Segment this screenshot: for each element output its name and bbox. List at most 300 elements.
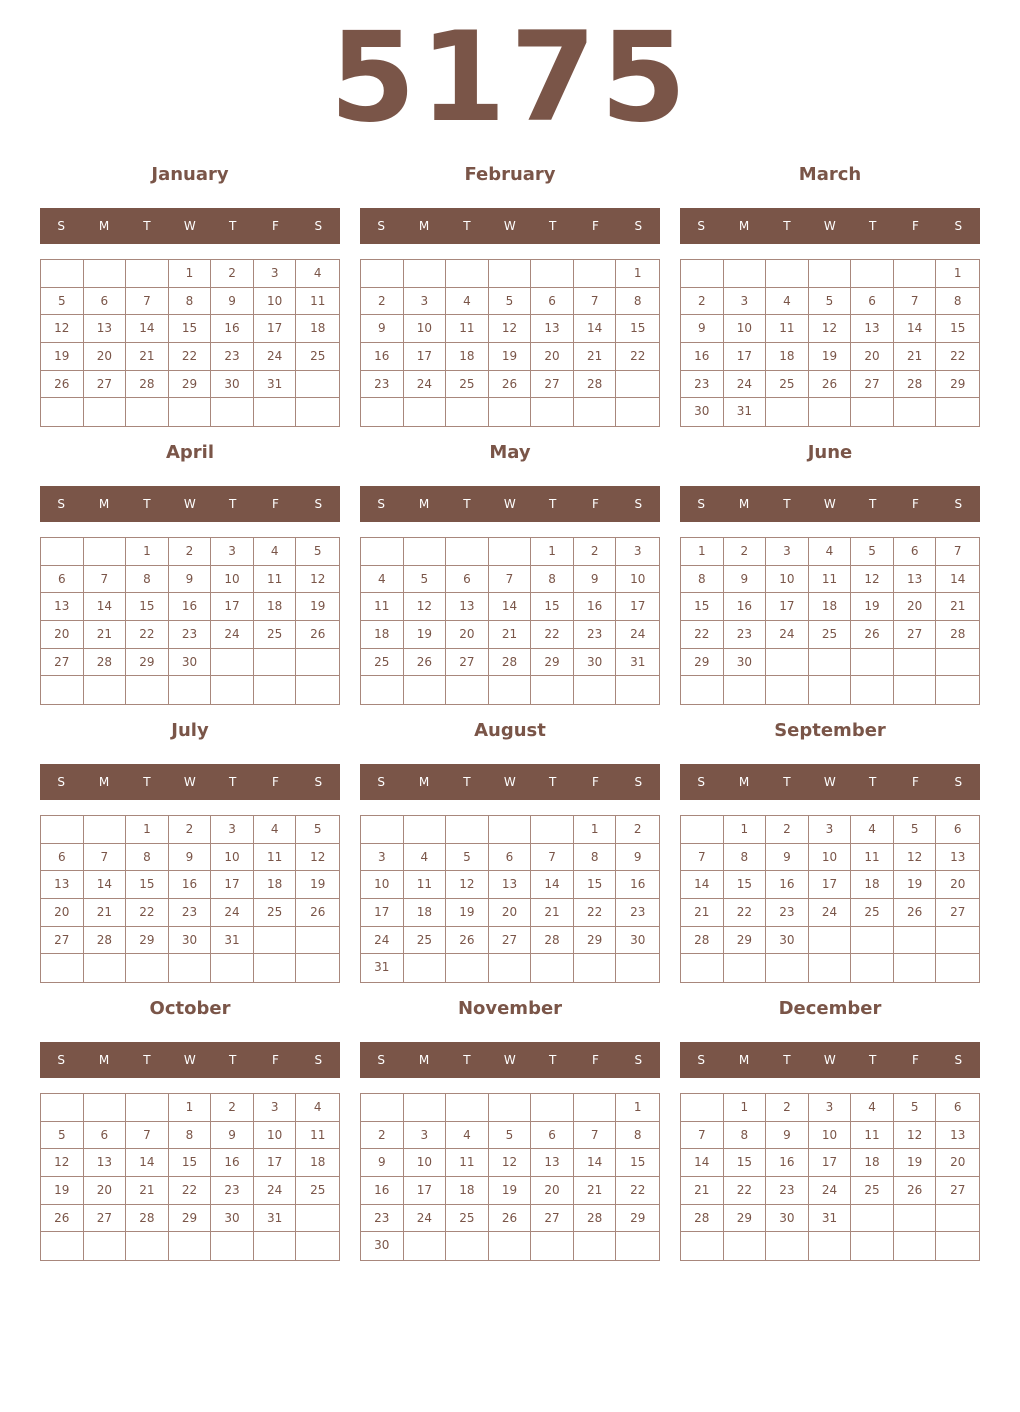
weekday-header	[40, 764, 340, 800]
day-cell: 2	[361, 288, 404, 316]
day-cell: 28	[126, 371, 169, 399]
weekday-header	[40, 1042, 340, 1078]
weekday-header	[360, 208, 660, 244]
day-cell: 21	[489, 621, 532, 649]
day-cell: 29	[574, 927, 617, 955]
day-cell: 31	[254, 371, 297, 399]
day-cell	[531, 1094, 574, 1122]
weekday-label: T	[143, 775, 152, 789]
day-cell	[766, 954, 809, 982]
day-cell	[254, 1232, 297, 1260]
weekday-label: W	[503, 1053, 517, 1067]
day-cell: 16	[616, 871, 659, 899]
day-cell: 14	[936, 566, 979, 594]
day-cell	[84, 398, 127, 426]
weekday-label: T	[868, 1053, 877, 1067]
weekday-header	[680, 1042, 980, 1078]
day-cell: 19	[851, 593, 894, 621]
month-name: June	[807, 442, 853, 463]
month-name: July	[171, 720, 209, 741]
day-cell: 11	[809, 566, 852, 594]
day-cell: 14	[531, 871, 574, 899]
day-cell: 14	[574, 315, 617, 343]
day-cell: 31	[211, 927, 254, 955]
day-cell: 17	[809, 1149, 852, 1177]
day-cell: 8	[126, 566, 169, 594]
day-cell: 12	[404, 593, 447, 621]
month-november	[360, 994, 660, 1262]
weekday-label: M	[418, 1053, 430, 1067]
day-cell	[489, 398, 532, 426]
day-cell: 13	[531, 1149, 574, 1177]
day-cell: 4	[809, 538, 852, 566]
day-cell: 24	[254, 343, 297, 371]
day-cell: 2	[169, 816, 212, 844]
day-cell	[84, 676, 127, 704]
day-cell: 7	[531, 844, 574, 872]
day-cell	[41, 260, 84, 288]
day-cell: 11	[254, 566, 297, 594]
day-cell: 14	[894, 315, 937, 343]
day-cell	[851, 649, 894, 677]
day-cell: 23	[361, 1205, 404, 1233]
day-cell: 16	[211, 315, 254, 343]
day-cell: 14	[681, 871, 724, 899]
day-cell: 23	[766, 1177, 809, 1205]
weekday-label: M	[738, 1053, 750, 1067]
day-cell: 24	[211, 621, 254, 649]
day-cell: 4	[254, 538, 297, 566]
day-cell: 28	[574, 371, 617, 399]
day-cell	[531, 260, 574, 288]
day-cell: 28	[531, 927, 574, 955]
weekday-label: S	[697, 219, 706, 233]
day-cell	[724, 260, 767, 288]
day-cell: 25	[296, 343, 339, 371]
day-cell: 22	[681, 621, 724, 649]
day-cell: 26	[809, 371, 852, 399]
day-cell: 16	[169, 871, 212, 899]
day-cell	[169, 676, 212, 704]
day-cell: 6	[489, 844, 532, 872]
weekday-label: S	[697, 775, 706, 789]
day-cell: 11	[296, 1122, 339, 1150]
day-cell: 24	[211, 899, 254, 927]
day-cell: 3	[361, 844, 404, 872]
day-cell: 19	[894, 871, 937, 899]
weekday-label: T	[548, 497, 557, 511]
day-cell: 9	[169, 844, 212, 872]
day-cell: 26	[446, 927, 489, 955]
day-cell: 20	[531, 343, 574, 371]
day-cell: 8	[169, 288, 212, 316]
day-cell: 12	[296, 566, 339, 594]
day-cell: 25	[766, 371, 809, 399]
weekday-label: T	[548, 1053, 557, 1067]
weekday-label: T	[548, 775, 557, 789]
day-cell: 18	[296, 1149, 339, 1177]
weekday-label: S	[697, 497, 706, 511]
day-cell: 25	[809, 621, 852, 649]
day-cell: 5	[296, 538, 339, 566]
day-cell: 13	[84, 1149, 127, 1177]
day-cell: 21	[126, 343, 169, 371]
day-cell: 24	[404, 1205, 447, 1233]
day-cell	[851, 1232, 894, 1260]
month-september	[680, 716, 980, 984]
day-cell: 25	[446, 1205, 489, 1233]
day-cell: 22	[126, 621, 169, 649]
day-cell: 12	[446, 871, 489, 899]
day-cell	[531, 816, 574, 844]
day-cell: 13	[936, 844, 979, 872]
day-cell	[84, 816, 127, 844]
weekday-label: S	[954, 775, 963, 789]
day-cell: 23	[211, 1177, 254, 1205]
day-cell: 29	[169, 1205, 212, 1233]
day-cell: 9	[211, 1122, 254, 1150]
month-august	[360, 716, 660, 984]
day-cell: 3	[211, 538, 254, 566]
day-cell	[254, 954, 297, 982]
day-cell	[446, 538, 489, 566]
day-cell	[211, 398, 254, 426]
day-cell: 4	[446, 1122, 489, 1150]
day-cell: 27	[446, 649, 489, 677]
weekday-label: M	[738, 775, 750, 789]
day-cell	[894, 1232, 937, 1260]
day-cell: 7	[681, 844, 724, 872]
day-cell: 4	[766, 288, 809, 316]
day-cell: 13	[41, 593, 84, 621]
day-cell: 13	[84, 315, 127, 343]
day-cell: 27	[41, 927, 84, 955]
day-cell	[169, 398, 212, 426]
day-cell: 14	[681, 1149, 724, 1177]
day-cell: 6	[894, 538, 937, 566]
day-cell: 20	[894, 593, 937, 621]
day-cell: 21	[936, 593, 979, 621]
weekday-label: T	[548, 219, 557, 233]
day-cell	[296, 398, 339, 426]
day-cell: 21	[574, 343, 617, 371]
day-cell	[126, 1094, 169, 1122]
weekday-label: F	[272, 219, 280, 233]
day-cell: 9	[211, 288, 254, 316]
weekday-label: T	[463, 775, 472, 789]
day-cell	[809, 954, 852, 982]
day-cell	[894, 1205, 937, 1233]
day-cell: 17	[211, 871, 254, 899]
day-cell	[404, 676, 447, 704]
day-cell: 20	[489, 899, 532, 927]
day-cell: 14	[489, 593, 532, 621]
day-cell: 18	[296, 315, 339, 343]
day-cell	[681, 1232, 724, 1260]
day-cell: 3	[404, 288, 447, 316]
day-cell: 16	[361, 343, 404, 371]
day-cell: 1	[574, 816, 617, 844]
day-cell	[41, 1232, 84, 1260]
day-cell	[616, 398, 659, 426]
day-cell: 8	[724, 844, 767, 872]
day-cell: 27	[489, 927, 532, 955]
weekday-header	[40, 208, 340, 244]
day-cell: 20	[41, 899, 84, 927]
day-cell: 15	[681, 593, 724, 621]
day-cell: 21	[681, 1177, 724, 1205]
day-cell: 28	[936, 621, 979, 649]
day-cell	[766, 1232, 809, 1260]
day-cell: 23	[766, 899, 809, 927]
day-cell: 5	[404, 566, 447, 594]
weekday-label: S	[57, 1053, 66, 1067]
day-cell	[361, 816, 404, 844]
day-cell: 2	[211, 1094, 254, 1122]
weekday-label: W	[823, 1053, 837, 1067]
day-cell: 7	[126, 1122, 169, 1150]
day-cell: 16	[211, 1149, 254, 1177]
day-cell: 15	[724, 871, 767, 899]
day-cell: 29	[531, 649, 574, 677]
day-cell: 18	[766, 343, 809, 371]
day-cell	[169, 954, 212, 982]
day-cell: 22	[169, 1177, 212, 1205]
day-cell	[574, 676, 617, 704]
day-cell: 23	[361, 371, 404, 399]
day-cell: 22	[616, 343, 659, 371]
day-cell: 19	[489, 1177, 532, 1205]
day-cell	[211, 676, 254, 704]
day-cell: 31	[616, 649, 659, 677]
day-cell	[361, 676, 404, 704]
month-may	[360, 438, 660, 706]
day-cell	[404, 816, 447, 844]
day-cell	[41, 1094, 84, 1122]
day-cell: 10	[254, 1122, 297, 1150]
day-cell: 10	[254, 288, 297, 316]
weekday-label: T	[868, 219, 877, 233]
day-cell	[809, 927, 852, 955]
weekday-label: F	[272, 1053, 280, 1067]
weekday-label: W	[823, 497, 837, 511]
day-cell: 17	[404, 1177, 447, 1205]
weekday-label: T	[228, 775, 237, 789]
day-cell: 19	[41, 343, 84, 371]
weekday-label: T	[868, 775, 877, 789]
month-june	[680, 438, 980, 706]
day-cell	[361, 538, 404, 566]
day-cell	[126, 398, 169, 426]
day-cell	[489, 1232, 532, 1260]
day-cell	[361, 1094, 404, 1122]
day-cell: 10	[809, 1122, 852, 1150]
day-cell: 22	[126, 899, 169, 927]
day-cell: 6	[84, 288, 127, 316]
weekday-label: T	[143, 1053, 152, 1067]
day-cell	[936, 676, 979, 704]
day-grid	[40, 815, 340, 983]
day-cell: 29	[169, 371, 212, 399]
day-cell: 30	[211, 371, 254, 399]
day-cell	[531, 398, 574, 426]
day-cell: 9	[724, 566, 767, 594]
day-cell: 18	[446, 1177, 489, 1205]
day-cell: 2	[211, 260, 254, 288]
day-cell: 18	[851, 1149, 894, 1177]
day-cell: 8	[574, 844, 617, 872]
day-cell: 31	[361, 954, 404, 982]
day-cell: 27	[894, 621, 937, 649]
month-name: October	[149, 998, 231, 1019]
day-cell: 23	[211, 343, 254, 371]
day-cell	[296, 676, 339, 704]
day-cell	[41, 398, 84, 426]
day-grid	[680, 259, 980, 427]
day-cell	[489, 676, 532, 704]
day-cell: 15	[126, 593, 169, 621]
day-cell: 29	[724, 1205, 767, 1233]
day-cell: 1	[681, 538, 724, 566]
weekday-label: W	[183, 497, 197, 511]
day-cell	[41, 538, 84, 566]
day-cell: 27	[84, 371, 127, 399]
day-cell: 22	[724, 1177, 767, 1205]
day-cell: 15	[126, 871, 169, 899]
day-cell: 25	[851, 1177, 894, 1205]
day-cell: 30	[766, 1205, 809, 1233]
day-cell: 2	[574, 538, 617, 566]
day-grid	[360, 259, 660, 427]
day-cell	[681, 676, 724, 704]
day-cell: 9	[616, 844, 659, 872]
day-cell: 15	[936, 315, 979, 343]
day-cell: 10	[404, 315, 447, 343]
day-cell: 1	[169, 1094, 212, 1122]
day-cell	[446, 398, 489, 426]
day-cell: 27	[84, 1205, 127, 1233]
day-cell	[41, 816, 84, 844]
day-cell: 3	[724, 288, 767, 316]
day-cell: 1	[616, 1094, 659, 1122]
day-cell	[766, 398, 809, 426]
day-cell: 17	[724, 343, 767, 371]
weekday-label: T	[228, 1053, 237, 1067]
day-cell: 7	[681, 1122, 724, 1150]
weekday-label: T	[228, 219, 237, 233]
day-cell	[489, 1094, 532, 1122]
day-cell: 22	[616, 1177, 659, 1205]
day-cell: 24	[724, 371, 767, 399]
day-cell	[126, 1232, 169, 1260]
day-cell	[851, 260, 894, 288]
day-cell	[616, 676, 659, 704]
weekday-header	[680, 208, 980, 244]
day-cell: 9	[574, 566, 617, 594]
day-cell: 16	[361, 1177, 404, 1205]
day-cell: 11	[766, 315, 809, 343]
day-cell: 5	[894, 816, 937, 844]
day-cell	[211, 954, 254, 982]
day-cell: 11	[446, 315, 489, 343]
day-cell: 24	[254, 1177, 297, 1205]
day-cell: 29	[126, 927, 169, 955]
day-cell: 4	[851, 816, 894, 844]
day-cell: 5	[809, 288, 852, 316]
day-cell	[254, 676, 297, 704]
weekday-label: F	[592, 497, 600, 511]
day-cell: 29	[126, 649, 169, 677]
day-cell: 19	[489, 343, 532, 371]
weekday-header	[360, 1042, 660, 1078]
day-cell: 7	[574, 1122, 617, 1150]
day-cell	[84, 260, 127, 288]
day-cell: 13	[41, 871, 84, 899]
day-cell	[851, 1205, 894, 1233]
day-cell: 14	[84, 593, 127, 621]
day-cell	[616, 954, 659, 982]
day-cell: 19	[296, 593, 339, 621]
day-grid	[680, 1093, 980, 1261]
weekday-label: S	[954, 219, 963, 233]
day-cell: 16	[681, 343, 724, 371]
day-cell	[574, 1232, 617, 1260]
weekday-label: M	[98, 219, 110, 233]
day-cell: 17	[254, 315, 297, 343]
day-cell: 2	[169, 538, 212, 566]
day-grid	[40, 259, 340, 427]
day-cell	[574, 260, 617, 288]
day-cell: 21	[84, 899, 127, 927]
day-cell: 25	[851, 899, 894, 927]
day-cell: 19	[446, 899, 489, 927]
day-cell: 25	[254, 621, 297, 649]
day-cell: 12	[41, 1149, 84, 1177]
day-cell: 21	[574, 1177, 617, 1205]
day-cell: 18	[446, 343, 489, 371]
day-cell	[936, 1232, 979, 1260]
day-cell: 22	[936, 343, 979, 371]
weekday-label: F	[272, 497, 280, 511]
weekday-label: S	[57, 497, 66, 511]
day-cell	[296, 954, 339, 982]
day-cell: 2	[681, 288, 724, 316]
day-cell: 5	[489, 288, 532, 316]
weekday-label: S	[314, 219, 323, 233]
weekday-label: S	[634, 775, 643, 789]
day-cell	[361, 398, 404, 426]
day-cell: 30	[681, 398, 724, 426]
day-cell: 5	[489, 1122, 532, 1150]
day-grid	[360, 815, 660, 983]
day-cell: 9	[169, 566, 212, 594]
day-cell: 10	[724, 315, 767, 343]
day-cell: 1	[531, 538, 574, 566]
weekday-label: T	[228, 497, 237, 511]
day-cell: 5	[894, 1094, 937, 1122]
day-cell: 12	[809, 315, 852, 343]
day-cell: 29	[936, 371, 979, 399]
day-cell: 24	[404, 371, 447, 399]
day-cell	[296, 1232, 339, 1260]
day-cell: 21	[531, 899, 574, 927]
day-cell	[489, 816, 532, 844]
day-cell: 30	[361, 1232, 404, 1260]
weekday-label: W	[823, 219, 837, 233]
weekday-label: W	[503, 775, 517, 789]
day-cell	[851, 676, 894, 704]
day-cell	[681, 954, 724, 982]
